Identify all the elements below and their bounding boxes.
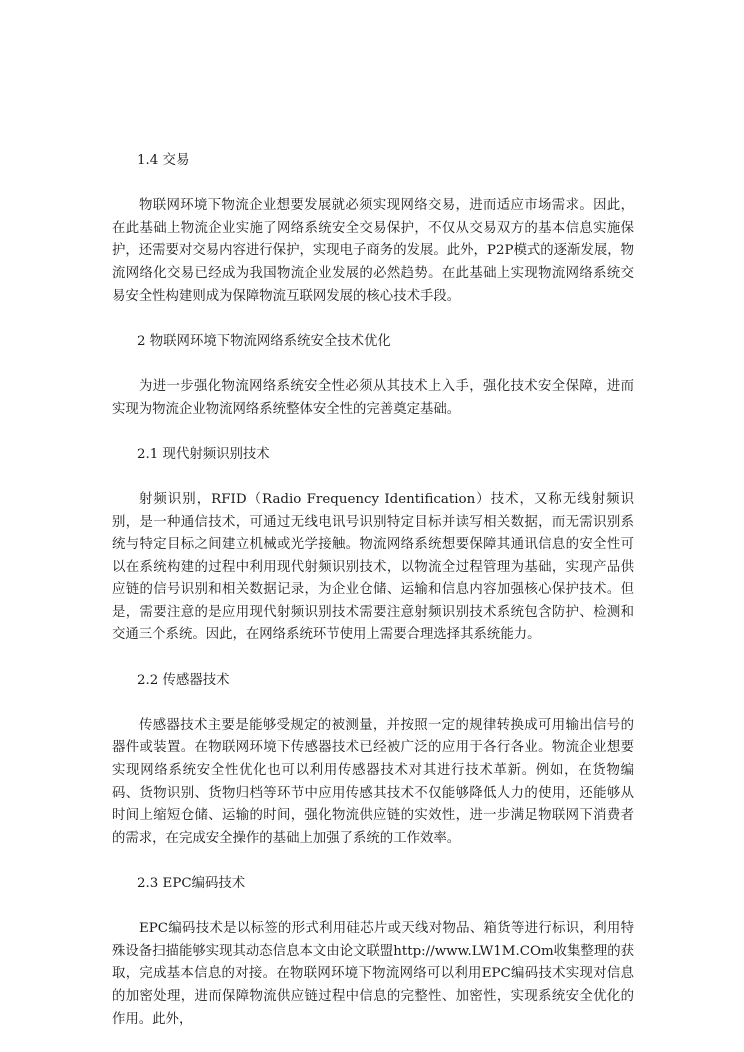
section-paragraph-2-1: 射频识别，RFID（Radio Frequency Identification）技术，又称无线射频识别，是一种通信技术，可通过无线电讯号识别特定目标并读写相关数据，而无需识别系统与特定目标之间建立机械或光学接触。物流网络系统想要保障其通讯信息的安全性可以在系统构建的过程中利用现代射频识别技术，以物流全过程管理为基础，实现产品供应链的信号识别和相关数据记录，为企业仓储、运输和信息内容加强核心保护技术。但是，需要注意的是应用现代射频识别技术需要注意射频识别技术系统包含防护、检测和交通三个系统。因此，在网络系统环节使用上需要合理选择其系统能力。	[112, 491, 634, 643]
section-paragraph-2-2: 传感器技术主要是能够受规定的被测量，并按照一定的规律转换成可用输出信号的器件或装置。在物联网环境下传感器技术已经被广泛的应用于各行各业。物流企业想要实现网络系统安全性优化也可以利用传感器技术对其进行技术革新。例如，在货物编码、货物识别、货物归档等环节中应用传感其技术不仅能够降低人力的使用，还能够从时间上缩短仓储、运输的时间，强化物流供应链的实效性，进一步满足物联网下消费者的需求，在完成安全操作的基础上加强了系统的工作效率。	[112, 717, 634, 846]
section-paragraph-2-3: EPC编码技术是以标签的形式利用硅芯片或天线对物品、箱货等进行标识，利用特殊设备扫描能够实现其动态信息本文由论文联盟http://www.LW1M.COm收集整理的获取，完成基本信息的对接。在物联网环境下物流网络可以利用EPC编码技术实现对信息的加密处理，进而保障物流供应链过程中信息的完整性、加密性，实现系统安全优化的作用。此外，	[112, 921, 634, 1027]
section-heading-2: 2 物联网环境下物流网络系统安全技术优化	[137, 333, 391, 349]
document-body	[112, 150, 634, 1031]
section-heading-2-1: 2.1 现代射频识别技术	[137, 446, 270, 462]
section-paragraph-1-4: 物联网环境下物流企业想要发展就必须实现网络交易，进而适应市场需求。因此，在此基础上物流企业实施了网络系统安全交易保护，不仅从交易双方的基本信息实施保护，还需要对交易内容进行保护，实现电子商务的发展。此外，P2P模式的逐渐发展，物流网络化交易已经成为我国物流企业发展的必然趋势。在此基础上实现物流网络系统交易安全性构建则成为保障物流互联网发展的核心技术手段。	[112, 198, 634, 304]
section-paragraph-2: 为进一步强化物流网络系统安全性必须从其技术上入手，强化技术安全保障，进而实现为物流企业物流网络系统整体安全性的完善奠定基础。	[112, 378, 634, 417]
section-heading-2-2: 2.2 传感器技术	[137, 672, 230, 688]
section-heading-1-4: 1.4 交易	[137, 153, 190, 168]
section-heading-2-3: 2.3 EPC编码技术	[137, 876, 246, 891]
